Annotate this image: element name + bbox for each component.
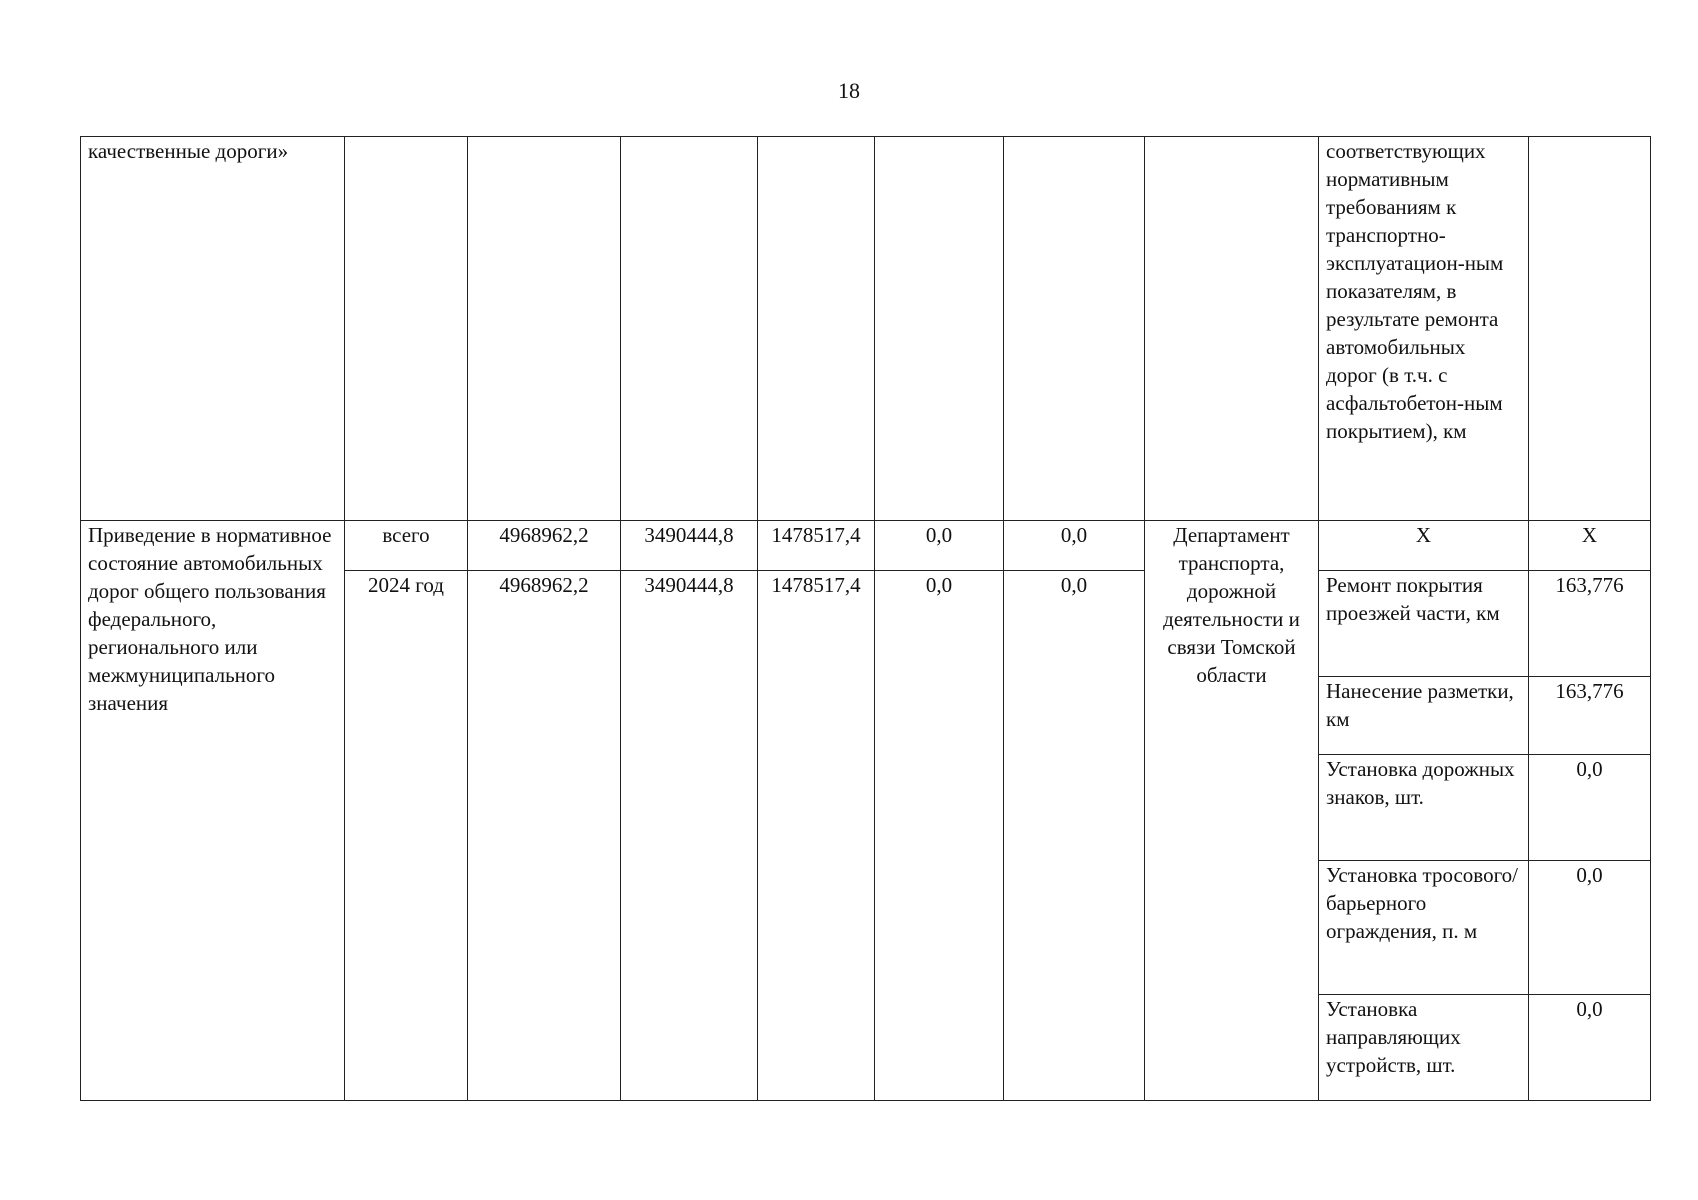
total-row (81, 521, 1651, 571)
empty-cell (468, 137, 621, 521)
indicator-name-continued: соответствующих нормативным требованиям к транспортно-эксплуатацион-ным показателям, в результате ремонта автомобильных дорог (в т.ч. с асфальтобетон-ным покрытием), км (1326, 139, 1504, 443)
indicator-value-cell: 0,0 (1529, 755, 1651, 861)
indicator-value-cell: 163,776 (1529, 677, 1651, 755)
page-number: 18 (838, 78, 860, 103)
indicator-name-cell: Установка тросового/ барьерного ограждения, п. м (1319, 861, 1529, 995)
indicator-cell (1319, 137, 1529, 521)
indicator-value-cell: 0,0 (1529, 861, 1651, 995)
empty-cell (758, 137, 875, 521)
empty-cell (621, 137, 758, 521)
total-amount-cell: 4968962,2 (468, 571, 621, 1101)
empty-cell (875, 137, 1004, 521)
empty-cell (1145, 137, 1319, 521)
activity-name: Приведение в нормативное состояние автомобильных дорог общего пользования федерального, регионального или межмуниципального значения (88, 523, 332, 715)
empty-cell (1529, 137, 1651, 521)
total-amount-cell: 4968962,2 (468, 521, 621, 571)
local-amount-cell: 0,0 (875, 571, 1004, 1101)
indicator-value-cell: 0,0 (1529, 995, 1651, 1101)
value-header-cell: Х (1529, 521, 1651, 571)
program-table (80, 136, 1651, 1101)
indicator-name-cell: Установка дорожных знаков, шт. (1319, 755, 1529, 861)
continuation-row (81, 137, 1651, 521)
other-amount-cell: 0,0 (1004, 571, 1145, 1101)
executor-cell (1145, 521, 1319, 1101)
indicator-value-cell: 163,776 (1529, 571, 1651, 677)
indicator-name-cell: Нанесение разметки, км (1319, 677, 1529, 755)
federal-amount-cell: 3490444,8 (621, 521, 758, 571)
regional-amount-cell: 1478517,4 (758, 571, 875, 1101)
empty-cell (1004, 137, 1145, 521)
other-amount-cell: 0,0 (1004, 521, 1145, 571)
activity-name-continued: качественные дороги» (88, 139, 289, 163)
indicator-name-cell: Ремонт покрытия проезжей части, км (1319, 571, 1529, 677)
local-amount-cell: 0,0 (875, 521, 1004, 571)
activity-name-cell (81, 137, 345, 521)
indicator-name-cell: Установка направляющих устройств, шт. (1319, 995, 1529, 1101)
regional-amount-cell: 1478517,4 (758, 521, 875, 571)
indicator-header-cell: Х (1319, 521, 1529, 571)
period-cell: всего (345, 521, 468, 571)
executor-name: Департамент транспорта, дорожной деятельности и связи Томской области (1163, 523, 1300, 687)
federal-amount-cell: 3490444,8 (621, 571, 758, 1101)
activity-name-cell (81, 521, 345, 1101)
empty-cell (345, 137, 468, 521)
period-cell: 2024 год (345, 571, 468, 1101)
